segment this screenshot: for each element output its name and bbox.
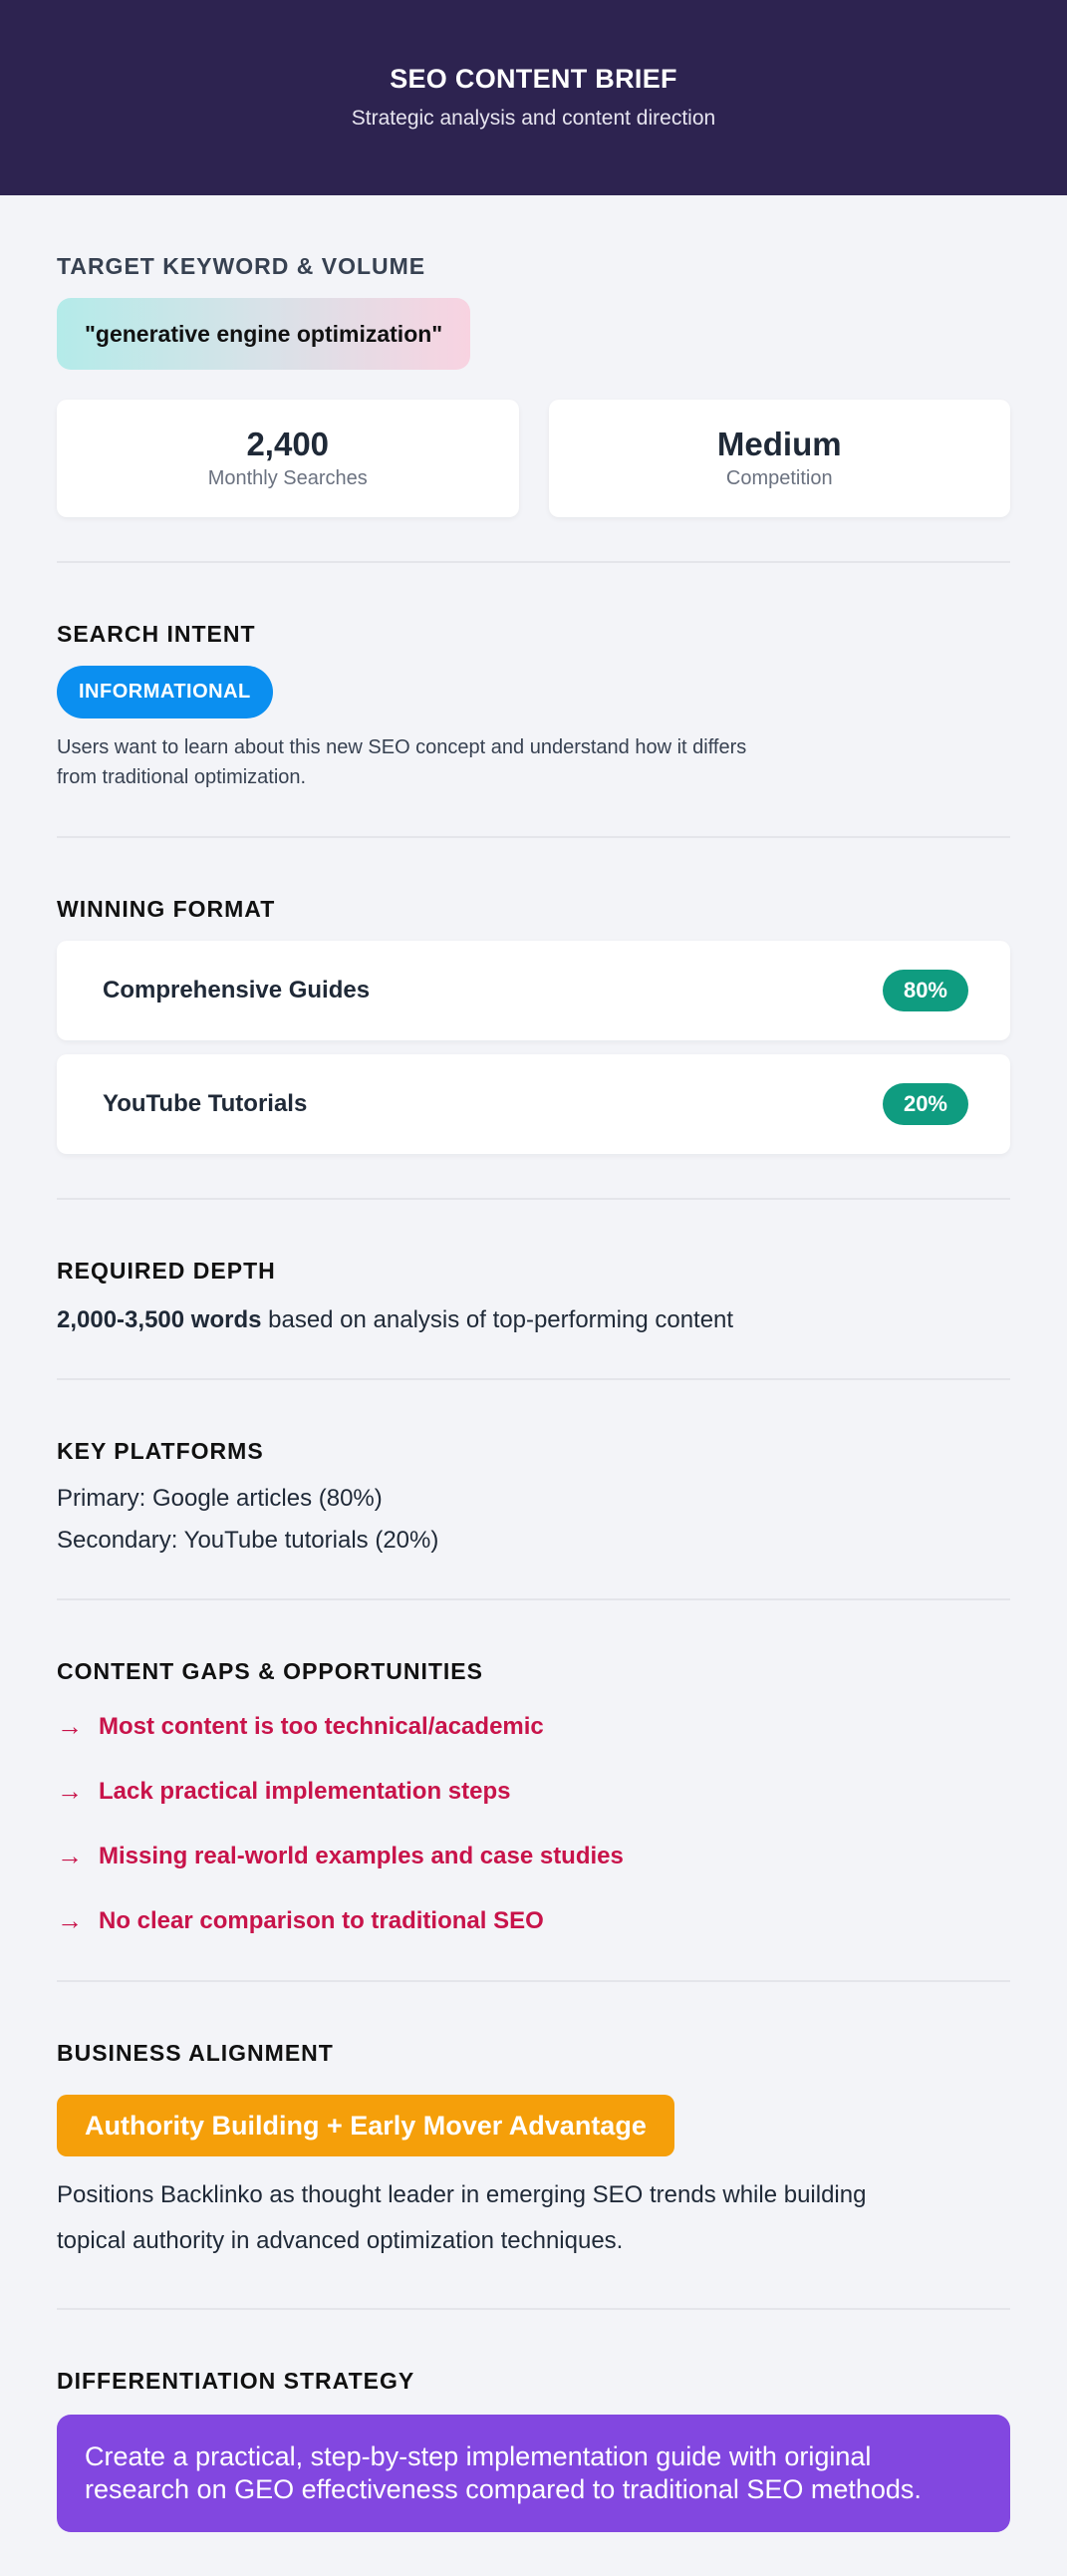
gap-item [57,1905,1010,1936]
intent-badge: INFORMATIONAL [57,666,273,718]
format-card [57,1054,1010,1154]
section-title-format: WINNING FORMAT [57,896,276,922]
gap-item [57,1841,1010,1871]
alignment-section [57,1982,1010,2310]
alignment-highlight: Authority Building + Early Mover Advantage [57,2095,674,2156]
platforms-section [57,1380,1010,1600]
brief-header [0,0,1067,195]
stat-card-searches [57,400,519,517]
differentiation-callout: Create a practical, step-by-step implementation guide with original research on GEO effectiveness compared to traditional SEO methods. [57,2415,1010,2532]
arrow-right-icon: → [57,1841,83,1870]
gaps-section [57,1600,1010,1982]
arrow-right-icon: → [57,1711,83,1741]
gaps-list [57,1711,1010,1936]
section-title-alignment: BUSINESS ALIGNMENT [57,2040,334,2066]
brief-content [0,195,1067,2576]
format-percent-badge: 80% [883,970,968,1011]
gap-text: Missing real-world examples and case studies [99,1842,624,1869]
gap-text: No clear comparison to traditional SEO [99,1906,544,1934]
gap-item [57,1711,1010,1742]
arrow-right-icon: → [57,1905,83,1935]
section-title-differentiation: DIFFERENTIATION STRATEGY [57,2368,415,2394]
depth-range: 2,000-3,500 words [57,1306,262,1333]
differentiation-section [57,2310,1010,2576]
stat-label: Monthly Searches [207,467,368,489]
arrow-right-icon: → [57,1776,83,1806]
intent-section [57,563,1010,838]
alignment-description: Positions Backlinko as thought leader in emerging SEO trends while building topical authority in advanced optimization techniques. [57,2181,867,2254]
target-keyword: "generative engine optimization" [57,298,470,370]
section-title-gaps: CONTENT GAPS & OPPORTUNITIES [57,1658,483,1684]
format-name: YouTube Tutorials [103,1090,308,1117]
format-name: Comprehensive Guides [103,977,371,1003]
page-title: SEO CONTENT BRIEF [390,64,677,94]
section-title-keyword: TARGET KEYWORD & VOLUME [57,253,426,279]
gap-item [57,1776,1010,1807]
keyword-section [57,195,1010,563]
page-subtitle: Strategic analysis and content direction [351,107,716,130]
format-card [57,941,1010,1040]
stat-value: 2,400 [246,426,330,462]
gap-text: Lack practical implementation steps [99,1777,511,1805]
depth-note: based on analysis of top-performing content [261,1306,734,1333]
format-percent-badge: 20% [883,1083,968,1125]
platform-secondary: Secondary: YouTube tutorials (20%) [57,1527,439,1554]
format-section [57,838,1010,1200]
section-title-intent: SEARCH INTENT [57,621,256,647]
platform-primary: Primary: Google articles (80%) [57,1485,383,1512]
keyword-stats [57,400,1010,517]
stat-value: Medium [716,426,842,462]
section-title-platforms: KEY PLATFORMS [57,1438,264,1464]
intent-description: Users want to learn about this new SEO concept and understand how it differs from traditional optimization. [57,736,747,788]
stat-label: Competition [725,467,833,489]
gap-text: Most content is too technical/academic [99,1712,544,1740]
depth-text [57,1306,1010,1334]
format-list [57,941,1010,1154]
depth-section [57,1200,1010,1380]
stat-card-competition [549,400,1011,517]
section-title-depth: REQUIRED DEPTH [57,1258,276,1284]
